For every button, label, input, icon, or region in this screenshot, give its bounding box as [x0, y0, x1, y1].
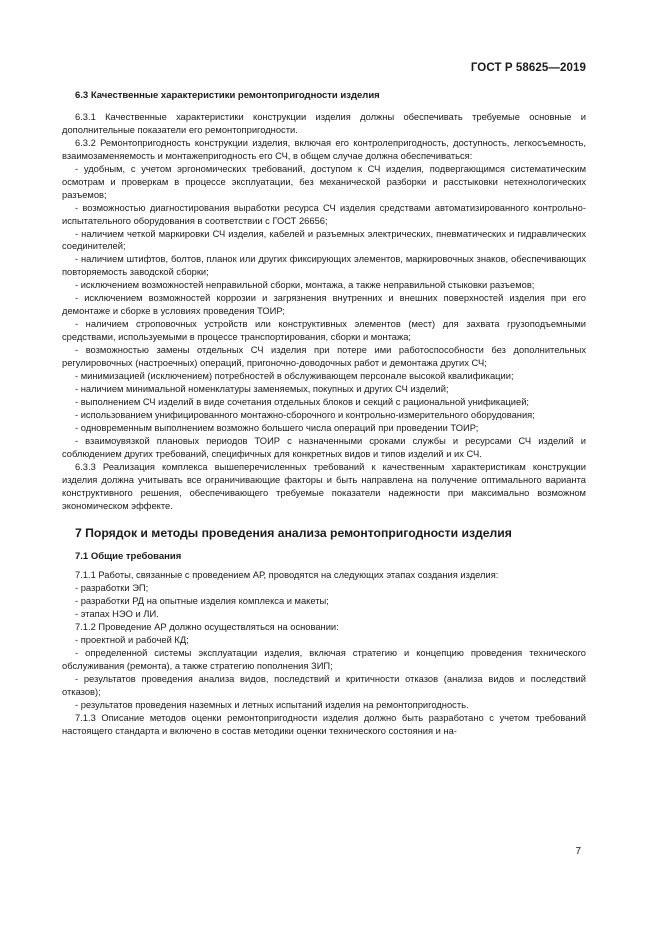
- paragraph-6-3-1: 6.3.1 Качественные характеристики конструкции изделия должны обеспечивать требуемые основные и дополнительные показатели его ремонтопригодности.: [62, 111, 586, 135]
- section-7-heading: 7 Порядок и методы проведения анализа ремонтопригодности изделия: [75, 525, 512, 540]
- list-item: - удобным, с учетом эргономических требований, доступом к СЧ изделия, подвергающимся систематическим осмотрам и проверкам в процессе эксплуатации, без механической разборки и расстыковки нетехнологических разъемов;: [62, 163, 586, 200]
- list-item: - наличием минимальной номенклатуры заменяемых, покупных и других СЧ изделий;: [75, 383, 449, 394]
- paragraph-6-3-2: 6.3.2 Ремонтопригодность конструкции изделия, включая его контролепригодность, доступность, легкосъемность, взаимозаменяемость и монтажепригодность его СЧ, в общем случае должна обеспечиваться:: [62, 137, 586, 161]
- list-item: - проектной и рабочей КД;: [75, 635, 189, 646]
- list-item: - минимизацией (исключением) потребностей в обслуживающем персонале высокой квалификации;: [75, 371, 514, 382]
- list-item: - взаимоувязкой плановых периодов ТОИР с назначенными сроками службы и ресурсами СЧ изделий и соблюдением других требований, специфичных для конкретных видов и типов изделий и их СЧ.: [62, 435, 586, 459]
- list-item: - исключением возможностей коррозии и загрязнения внутренних и внешних поверхностей изделия при его демонтаже и сборке в условиях проведения ТОИР;: [62, 293, 586, 317]
- paragraph-6-3-3: 6.3.3 Реализация комплекса вышеперечисленных требований к качественным характеристикам конструкции изделия должна учитывать все ограничивающие факторы и быть направлена на получение оптимального варианта конструктивного решения, обеспечивающего требуемые показатели надежности при максимально возможном экономическом эффекте.: [62, 461, 586, 511]
- list-item: - разработки ЭП;: [75, 583, 149, 594]
- list-item: - наличием строповочных устройств или конструктивных элементов (мест) для захвата грузоподъемными средствами, используемыми в процессе транспортирования, сборки и монтажа;: [62, 319, 586, 343]
- list-item: - этапах НЭО и ЛИ.: [75, 609, 159, 620]
- document-id: ГОСТ Р 58625—2019: [470, 62, 586, 74]
- list-item: - разработки РД на опытные изделия комплекса и макеты;: [75, 596, 329, 607]
- paragraph-7-1-3: 7.1.3 Описание методов оценки ремонтопригодности изделия должно быть разработано с учетом требований настоящего стандарта и включено в состав методики оценки технического состояния и на-: [62, 712, 586, 736]
- list-item: - использованием унифицированного монтажно-сборочного и контрольно-измерительного оборудования;: [75, 409, 535, 420]
- list-item: - возможностью замены отдельных СЧ изделия при потере ими работоспособности без дополнительных регулировочных (настроечных) операций, пригоночно-доводочных работ и демонтажа других СЧ;: [62, 345, 586, 369]
- paragraph-7-1-2: 7.1.2 Проведение АР должно осуществляться на основании:: [75, 622, 339, 633]
- list-item: - определенной системы эксплуатации изделия, включая стратегию и концепцию проведения технического обслуживания (ремонта), а также стратегию пополнения ЗИП;: [62, 648, 586, 672]
- document-body: [62, 90, 586, 738]
- list-item: - возможностью диагностирования выработки ресурса СЧ изделия средствами автоматизированного контрольно-испытательного оборудования в соответствии с ГОСТ 26656;: [62, 202, 586, 226]
- list-item: - одновременным выполнением возможно большего числа операций при проведении ТОИР;: [75, 422, 479, 433]
- list-item: - исключением возможностей неправильной сборки, монтажа, а также неправильной стыковки разъемов;: [75, 280, 535, 291]
- section-6-3-heading: 6.3 Качественные характеристики ремонтопригодности изделия: [75, 90, 380, 101]
- list-item: - результатов проведения наземных и летных испытаний изделия на ремонтопригодность.: [75, 699, 469, 710]
- paragraph-7-1-1: 7.1.1 Работы, связанные с проведением АР, проводятся на следующих этапах создания изделия:: [75, 570, 499, 581]
- list-item: - результатов проведения анализа видов, последствий и критичности отказов (анализа видов и последствий отказов);: [62, 674, 586, 698]
- page-number: 7: [575, 846, 581, 857]
- list-item: - наличием штифтов, болтов, планок или других фиксирующих элементов, маркировочных знаков, обеспечивающих повторяемость заводской сборки;: [62, 254, 586, 278]
- list-item: - наличием четкой маркировки СЧ изделия, кабелей и разъемных электрических, пневматических и гидравлических соединителей;: [62, 228, 586, 252]
- section-7-1-heading: 7.1 Общие требования: [75, 550, 182, 562]
- list-item: - выполнением СЧ изделий в виде сочетания отдельных блоков и секций с рациональной унификацией;: [75, 396, 530, 407]
